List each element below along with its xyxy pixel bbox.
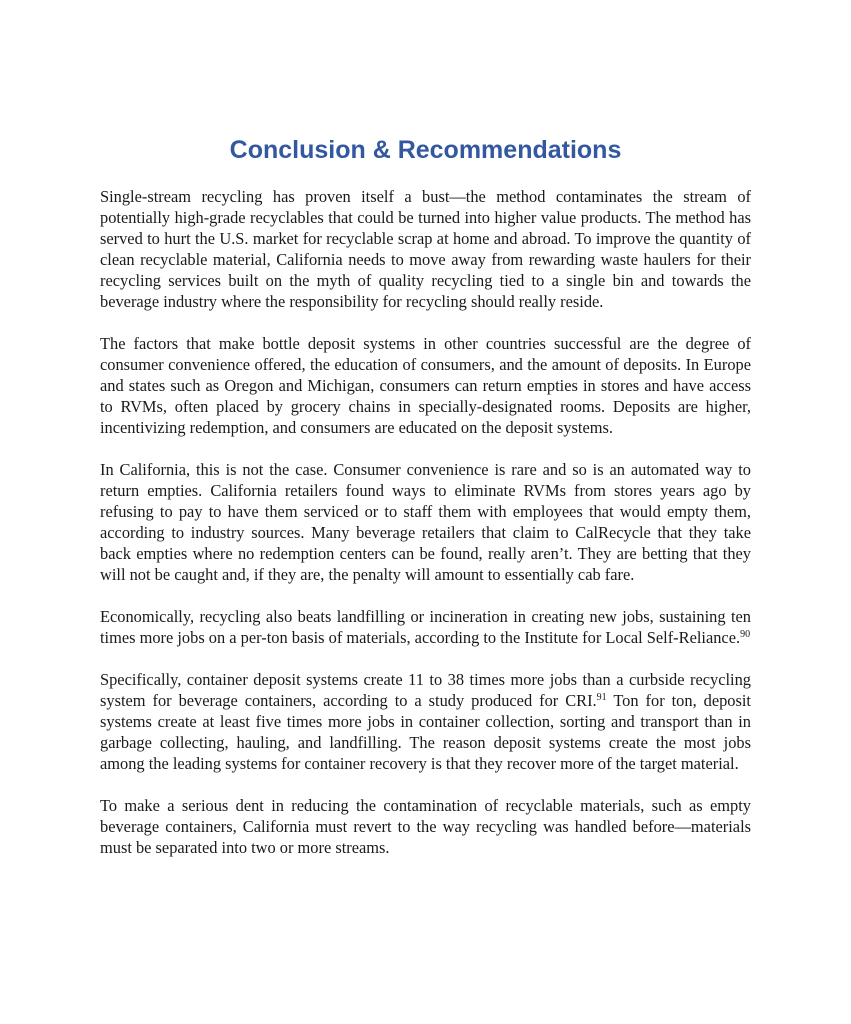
paragraph-california: In California, this is not the case. Consumer convenience is rare and so is an automated way to return empties. California retailers found ways to eliminate RVMs from stores years ago by refusing to pay to have them serviced or to staff them with employees that would empty them, according to industry sources. Many beverage retailers that claim to CalRecycle that they take back empties where no redemption centers can be found, really aren’t. They are betting that they will not be caught and, if they are, the penalty will amount to essentially cab fare. xyxy=(100,460,751,584)
body-text xyxy=(100,186,751,879)
paragraph-recommendation: To make a serious dent in reducing the contamination of recyclable materials, such as empty beverage containers, California must revert to the way recycling was handled before—materials must be separated into two or more streams. xyxy=(100,796,751,857)
footnote-ref-90[interactable]: 90 xyxy=(740,629,751,640)
paragraph-single-stream: Single-stream recycling has proven itself a bust—the method contaminates the stream of potentially high-grade recyclables that could be turned into higher value products. The method has served to hurt the U.S. market for recyclable scrap at home and abroad. To improve the quantity of clean recyclable material, California needs to move away from rewarding waste haulers for their recycling services built on the myth of quality recycling tied to a single bin and towards the beverage industry where the responsibility for recycling should really reside. xyxy=(100,187,751,311)
paragraph-economics-text: Economically, recycling also beats landfilling or incineration in creating new jobs, sustaining ten times more jobs on a per-ton basis of materials, according to the Institute for Local Self-Reliance. xyxy=(100,607,751,647)
paragraph-jobs-text-b: Ton for ton, deposit systems create at least five times more jobs in container collection, sorting and transport than in garbage collecting, hauling, and landfilling. The reason deposit systems create the most jobs among the leading systems for container recovery is that they recover more of the target material. xyxy=(100,691,751,773)
paragraph-jobs-text-a: Specifically, container deposit systems create 11 to 38 times more jobs than a curbside recycling system for beverage containers, according to a study produced for CRI. xyxy=(100,670,751,710)
paragraph-deposit-factors: The factors that make bottle deposit systems in other countries successful are the degree of consumer convenience offered, the education of consumers, and the amount of deposits. In Europe and states such as Oregon and Michigan, consumers can return empties in stores and have access to RVMs, often placed by grocery chains in specially-designated rooms. Deposits are higher, incentivizing redemption, and consumers are educated on the deposit systems. xyxy=(100,334,751,437)
footnote-ref-91[interactable]: 91 xyxy=(596,692,607,703)
page-title: Conclusion & Recommendations xyxy=(229,136,622,164)
paragraph-jobs xyxy=(100,669,751,774)
paragraph-economics xyxy=(100,606,751,648)
